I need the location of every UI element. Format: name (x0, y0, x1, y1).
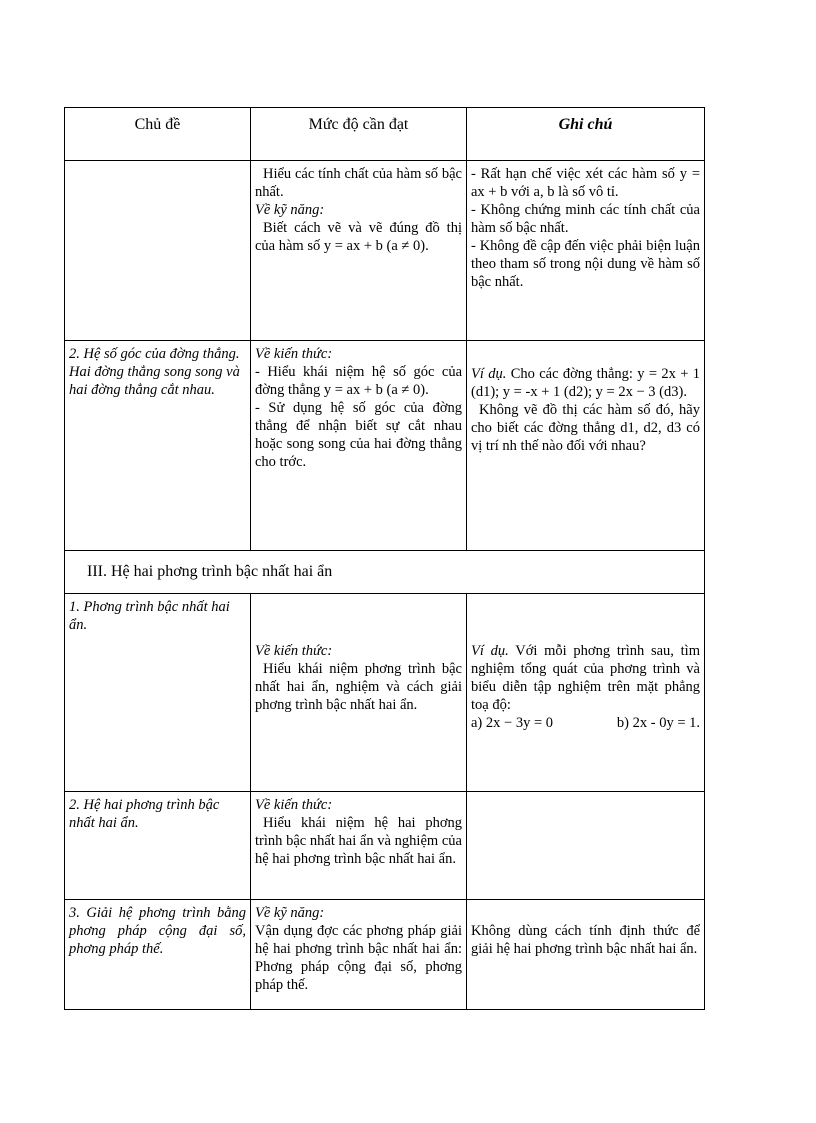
notes-cell (467, 341, 705, 551)
note-text: Không vẽ đồ thị các hàm số đó, hãy cho biết các đờng thẳng d1, d2, d3 có vị trí nh thế nào đối với nhau? (471, 402, 700, 454)
level-cell (251, 594, 467, 792)
level-text: - Sử dụng hệ số góc của đờng thẳng để nhận biết sự cắt nhau hoặc song song của hai đờng thẳng cho trớc. (255, 400, 462, 470)
level-cell (251, 900, 467, 1010)
table-row (65, 594, 705, 792)
level-text: Hiểu các tính chất của hàm số bậc nhất. (255, 166, 462, 200)
header-level: Mức độ cần đạt (251, 108, 467, 161)
level-text: Biết cách vẽ và vẽ đúng đồ thị của hàm số y = ax + b (a ≠ 0). (255, 220, 462, 254)
note-text: - Không chứng minh các tính chất của hàm số bậc nhất. (471, 202, 700, 236)
topic-cell: 1. Phơng trình bậc nhất hai ẩn. (65, 594, 251, 792)
topic-cell: 3. Giải hệ phơng trình bằng phơng pháp cộng đại số, phơng pháp thế. (65, 900, 251, 1010)
table-row (65, 161, 705, 341)
table-row (65, 341, 705, 551)
note-text: Với mỗi phơng trình sau, tìm nghiệm tổng quát của phơng trình và biểu diễn tập nghiệm trên mặt phẳng toạ độ: (471, 643, 700, 713)
knowledge-label: Về kiến thức: (255, 346, 333, 362)
example-a: a) 2x − 3y = 0 (471, 715, 553, 731)
table-row (65, 792, 705, 900)
example-label: Ví dụ. (471, 643, 509, 659)
level-cell (251, 792, 467, 900)
header-topic: Chủ đề (65, 108, 251, 161)
knowledge-label: Về kiến thức: (255, 643, 333, 659)
note-text: Cho các đờng thẳng: y = 2x + 1 (d1); y = -x + 1 (d2); y = 2x − 3 (d3). (471, 366, 701, 400)
example-label: Ví dụ. (471, 366, 507, 382)
topic-cell (65, 161, 251, 341)
knowledge-label: Về kiến thức: (255, 797, 333, 813)
table-row (65, 900, 705, 1010)
notes-cell (467, 161, 705, 341)
level-text: Hiểu khái niệm phơng trình bậc nhất hai ẩn, nghiệm và cách giải phơng trình bậc nhất hai ẩn. (255, 661, 462, 713)
skill-label: Về kỹ năng: (255, 202, 325, 218)
notes-cell (467, 900, 705, 1010)
notes-cell (467, 792, 705, 900)
level-cell (251, 161, 467, 341)
level-cell (251, 341, 467, 551)
example-b: b) 2x - 0y = 1. (616, 715, 700, 731)
level-text: Vận dụng đợc các phơng pháp giải hệ hai phơng trình bậc nhất hai ẩn: Phơng pháp cộng đại số, phơng pháp thế. (255, 923, 462, 993)
topic-cell: 2. Hệ hai phơng trình bậc nhất hai ẩn. (65, 792, 251, 900)
header-notes: Ghi chú (467, 108, 705, 161)
curriculum-table (64, 107, 705, 1010)
header-row (65, 108, 705, 161)
topic-cell: 2. Hệ số góc của đờng thẳng. Hai đờng thẳng song song và hai đờng thẳng cắt nhau. (65, 341, 251, 551)
section-row (65, 551, 705, 594)
level-text: Hiểu khái niệm hệ hai phơng trình bậc nhất hai ẩn và nghiệm của hệ hai phơng trình bậc nhất hai ẩn. (255, 815, 462, 867)
note-text: - Không đề cập đến việc phải biện luận theo tham số trong nội dung về hàm số bậc nhất. (471, 238, 700, 290)
note-text: Không dùng cách tính định thức để giải hệ hai phơng trình bậc nhất hai ẩn. (471, 923, 700, 957)
level-text: - Hiểu khái niệm hệ số góc của đờng thẳng y = ax + b (a ≠ 0). (255, 364, 462, 398)
skill-label: Về kỹ năng: (255, 905, 325, 921)
notes-cell (467, 594, 705, 792)
section-title: III. Hệ hai phơng trình bậc nhất hai ẩn (65, 551, 705, 594)
note-text: - Rất hạn chế việc xét các hàm số y = ax + b với a, b là số vô tỉ. (471, 166, 700, 200)
